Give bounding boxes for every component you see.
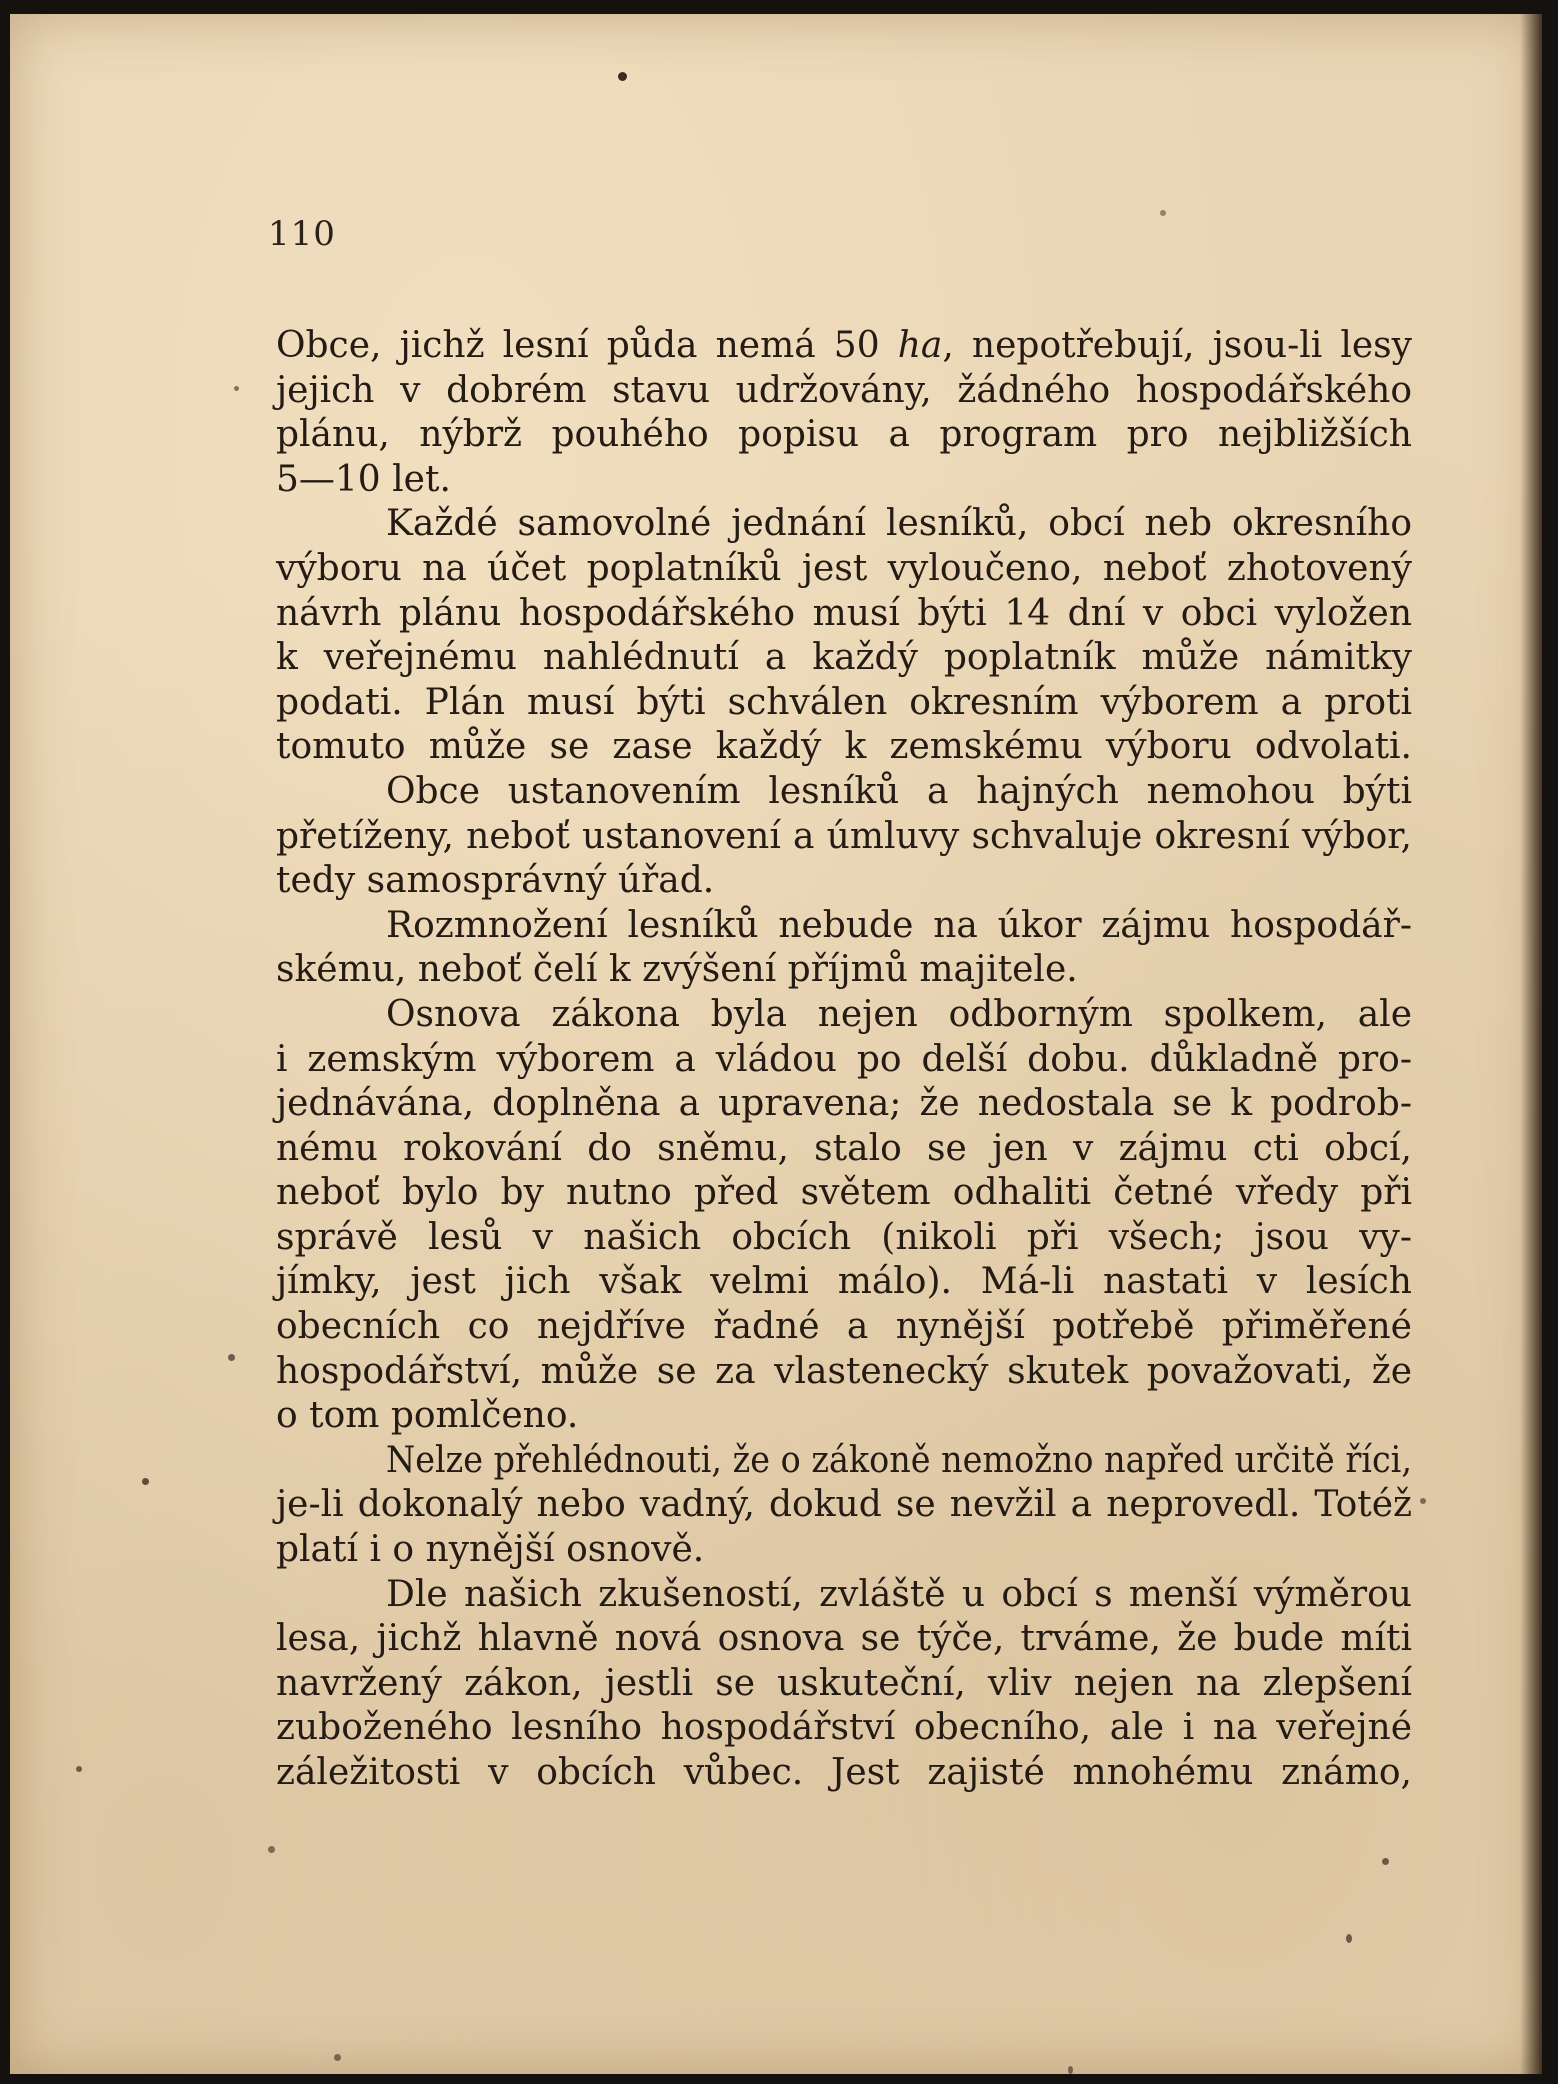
scan-speck bbox=[142, 1478, 149, 1485]
text-line-content: správě lesů v našich obcích (nikoli při všech; jsou vy- bbox=[276, 1216, 1412, 1258]
book-page bbox=[10, 14, 1542, 2074]
text-line bbox=[276, 1439, 1412, 1484]
text-line bbox=[276, 547, 1412, 592]
scan-speck bbox=[334, 2054, 341, 2061]
text-line-content: platí i o nynější osnově. bbox=[276, 1529, 705, 1571]
text-line bbox=[276, 1528, 1412, 1573]
text-line-content: Osnova zákona byla nejen odborným spolkem, ale bbox=[386, 993, 1412, 1035]
text-line bbox=[276, 993, 1412, 1038]
scan-speck bbox=[228, 1354, 235, 1361]
text-line bbox=[276, 369, 1412, 414]
text-line bbox=[276, 1305, 1412, 1350]
text-line-content: i zemským výborem a vládou po delší dobu. důkladně pro- bbox=[276, 1038, 1412, 1080]
text-line-content: zuboženého lesního hospodářství obecního, ale i na veřejné bbox=[276, 1707, 1412, 1749]
text-line bbox=[276, 592, 1412, 637]
text-line-content: tedy samosprávný úřad. bbox=[276, 860, 715, 902]
text-line bbox=[276, 1706, 1412, 1751]
text-line bbox=[276, 1038, 1412, 1083]
scan-speck bbox=[618, 72, 627, 81]
text-line bbox=[276, 1573, 1412, 1618]
text-line-content: neboť bylo by nutno před světem odhaliti četné vředy při bbox=[276, 1172, 1412, 1214]
page-number: 110 bbox=[268, 214, 336, 254]
text-line-content: Rozmnožení lesníků nebude na úkor zájmu hospodář- bbox=[386, 904, 1412, 946]
scan-speck bbox=[1068, 2066, 1073, 2074]
text-line bbox=[276, 413, 1412, 458]
text-line-content: nému rokování do sněmu, stalo se jen v zájmu cti obcí, bbox=[276, 1127, 1412, 1169]
text-line bbox=[276, 815, 1412, 860]
text-line-content: lesa, jichž hlavně nová osnova se týče, trváme, že bude míti bbox=[276, 1618, 1412, 1660]
text-line-content: je-li dokonalý nebo vadný, dokud se nevžil a neprovedl. Totéž bbox=[276, 1484, 1412, 1526]
page-edge-shadow bbox=[1520, 14, 1542, 2074]
body-text bbox=[276, 324, 1412, 1796]
text-line-content: výboru na účet poplatníků jest vyloučeno, neboť zhotovený bbox=[276, 547, 1412, 589]
text-line bbox=[276, 948, 1412, 993]
text-line bbox=[276, 904, 1412, 949]
scan-speck bbox=[234, 386, 239, 391]
text-line bbox=[276, 1082, 1412, 1127]
text-line bbox=[276, 725, 1412, 770]
text-line-content: podati. Plán musí býti schválen okresním výborem a proti bbox=[276, 681, 1412, 723]
text-line-content: jednávána, doplněna a upravena; že nedostala se k podrob- bbox=[276, 1083, 1412, 1125]
scan-speck bbox=[1420, 1498, 1426, 1504]
text-line-content: hospodářství, může se za vlastenecký skutek považovati, že bbox=[276, 1350, 1412, 1392]
text-line-content: Nelze přehlédnouti, že o zákoně nemožno napřed určitě říci, bbox=[386, 1439, 1412, 1481]
text-line bbox=[276, 1350, 1412, 1395]
text-line-content: návrh plánu hospodářského musí býti 14 dní v obci vyložen bbox=[276, 592, 1412, 634]
text-line bbox=[276, 636, 1412, 681]
text-line-content: záležitosti v obcích vůbec. Jest zajisté mnohému známo, bbox=[276, 1752, 1412, 1793]
text-line-content: skému, neboť čelí k zvýšení příjmů majitele. bbox=[276, 949, 1078, 991]
scan-speck bbox=[268, 1846, 275, 1853]
text-line-content: jímky, jest jich však velmi málo). Má-li nastati v lesích bbox=[276, 1261, 1412, 1303]
text-line bbox=[276, 1216, 1412, 1261]
text-line bbox=[276, 859, 1412, 904]
text-line bbox=[276, 1260, 1412, 1305]
text-line-content: Obce, jichž lesní půda nemá 50 ha, nepotřebují, jsou-li lesy bbox=[276, 325, 1412, 366]
text-line bbox=[276, 1171, 1412, 1216]
text-line-content: obecních co nejdříve řadné a nynější potřebě přiměřené bbox=[276, 1306, 1412, 1348]
text-line-content: 5—10 let. bbox=[276, 458, 451, 500]
text-line bbox=[276, 1751, 1412, 1796]
text-line bbox=[276, 324, 1412, 369]
text-line-content: Každé samovolné jednání lesníků, obcí neb okresního bbox=[386, 503, 1412, 545]
scan-speck bbox=[76, 1766, 82, 1772]
text-line bbox=[276, 770, 1412, 815]
text-line bbox=[276, 1127, 1412, 1172]
scan-speck bbox=[1382, 1858, 1389, 1865]
text-line bbox=[276, 1617, 1412, 1662]
text-line-content: navržený zákon, jestli se uskuteční, vliv nejen na zlepšení bbox=[276, 1662, 1412, 1704]
text-line bbox=[276, 1394, 1412, 1439]
text-line bbox=[276, 1483, 1412, 1528]
text-line bbox=[276, 681, 1412, 726]
text-line-content: jejich v dobrém stavu udržovány, žádného hospodářského bbox=[276, 369, 1412, 411]
scan-speck bbox=[1160, 210, 1166, 216]
unit-ha: ha bbox=[897, 325, 943, 366]
text-line-content: Obce ustanovením lesníků a hajných nemohou býti bbox=[386, 770, 1412, 812]
text-line bbox=[276, 458, 1412, 503]
text-line-content: Dle našich zkušeností, zvláště u obcí s menší výměrou bbox=[386, 1573, 1412, 1615]
text-line-content: plánu, nýbrž pouhého popisu a program pro nejbližších bbox=[276, 414, 1412, 456]
scan-speck bbox=[1346, 1934, 1352, 1943]
text-line-content: přetíženy, neboť ustanovení a úmluvy schvaluje okresní výbor, bbox=[276, 815, 1412, 857]
text-line-content: k veřejnému nahlédnutí a každý poplatník může námitky bbox=[276, 637, 1412, 679]
text-line bbox=[276, 1662, 1412, 1707]
text-line bbox=[276, 502, 1412, 547]
text-line-content: tomuto může se zase každý k zemskému výboru odvolati. bbox=[276, 726, 1412, 768]
text-line-content: o tom pomlčeno. bbox=[276, 1395, 579, 1437]
